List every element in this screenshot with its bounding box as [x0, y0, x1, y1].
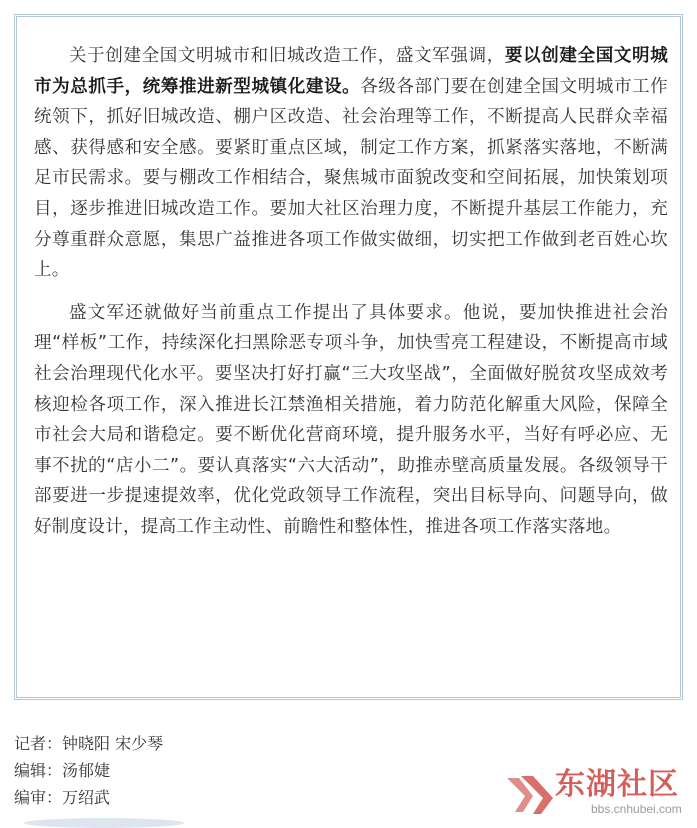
paragraph-1-emphasis: 要以创建全国文明城市为总抓手，统筹推进新型城镇化建设。: [34, 46, 669, 97]
site-watermark: [503, 768, 683, 820]
watermark-site-url: bbs.cnhubei.com: [591, 802, 682, 816]
reviewer-credit: 编审：万绍武: [14, 788, 111, 807]
watermark-logo-icon: [503, 770, 559, 818]
paragraph-1-rest: 各级各部门要在创建全国文明城市工作统领下，抓好旧城改造、棚户区改造、社会治理等工作，不断提高人民群众幸福感、获得感和安全感。要紧盯重点区域，制定工作方案，抓紧落实落地，不断满足市民需求。要与棚改工作相结合，聚焦城市面貌改变和空间拓展，加快策划项目，逐步推进旧城改造工作。要加大社区治理力度，不断提升基层工作能力，充分尊重群众意愿，集思广益推进各项工作做实做细，切实把工作做到老百姓心坎上。: [34, 76, 668, 281]
reporter-credit: 记者：钟晓阳 宋少琴: [14, 734, 164, 753]
watermark-site-name: 东湖社区: [555, 767, 679, 802]
article-paragraph-1: [34, 41, 668, 286]
article-body: [34, 41, 668, 543]
article-paragraph-2: 盛文军还就做好当前重点工作提出了具体要求。他说，要加快推进社会治理“样板”工作，持续深化扫黑除恶专项斗争，加快雪亮工程建设，不断提高市域社会治理现代化水平。要坚决打好打赢“三大攻坚战”，全面做好脱贫攻坚成效考核迎检各项工作，深入推进长江禁渔相关措施，着力防范化解重大风险，保障全市社会大局和谐稳定。要不断优化营商环境，提升服务水平，当好有呼必应、无事不扰的“店小二”。要认真落实“六大活动”，助推赤壁高质量发展。各级领导干部要进一步提速提效率，优化党政领导工作流程，突出目标导向、问题导向，做好制度设计，提高工作主动性、前瞻性和整体性，推进各项工作落实落地。: [34, 302, 668, 537]
editor-credit: 编辑：汤郁婕: [14, 761, 111, 780]
bottom-decoration: [24, 818, 184, 828]
article-credits: [14, 730, 163, 811]
paragraph-1-lead: 关于创建全国文明城市和旧城改造工作，盛文军强调，: [69, 46, 505, 66]
article-frame: [14, 14, 683, 700]
